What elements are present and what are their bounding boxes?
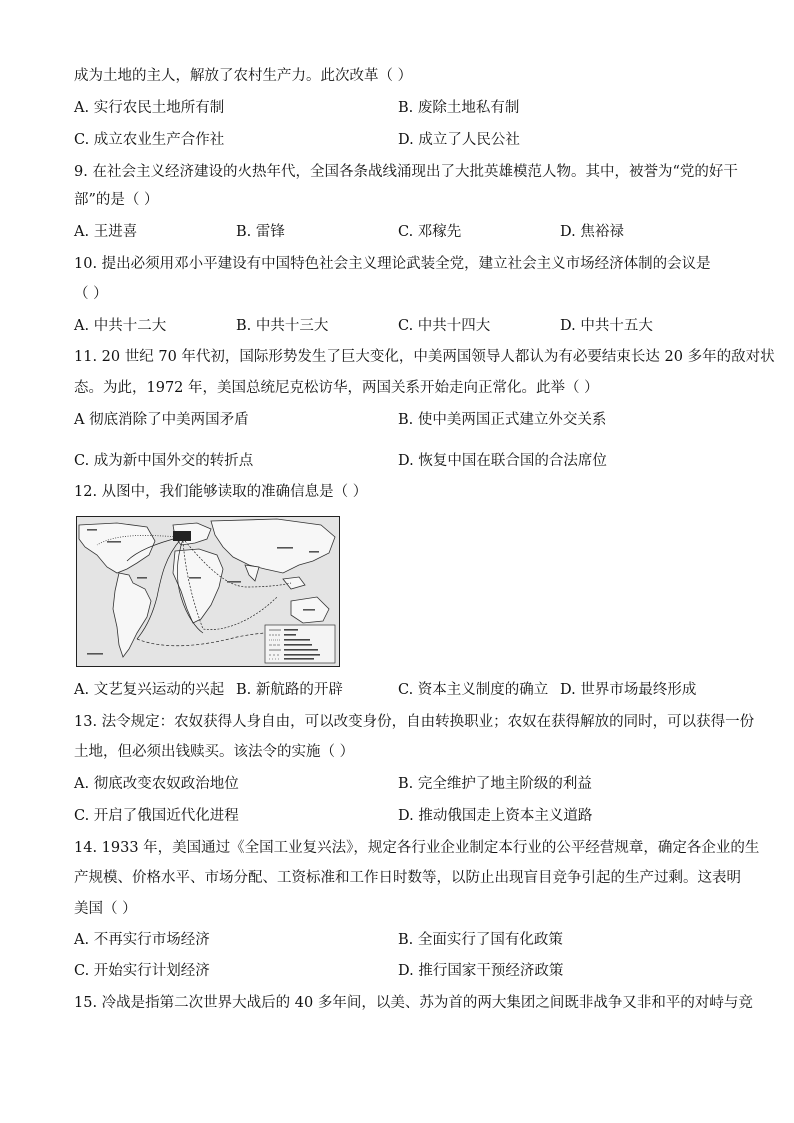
q10-stem-line1: 10. 提出必须用邓小平建设有中国特色社会主义理论武装全党，建立社会主义市场经济体制的会议是 bbox=[74, 256, 711, 272]
q11-option-c[interactable]: C. 成为新中国外交的转折点 bbox=[74, 453, 254, 469]
place-label-mark bbox=[107, 541, 121, 543]
place-label-mark bbox=[189, 577, 201, 579]
legend-text-mark bbox=[284, 658, 314, 660]
q15-stem-line1: 15. 冷战是指第二次世界大战后的 40 多年间，以美、苏为首的两大集团之间既非战争又非和平的对峙与竞 bbox=[74, 995, 753, 1011]
q13-option-b[interactable]: B. 完全维护了地主阶级的利益 bbox=[398, 776, 592, 792]
place-label-mark bbox=[309, 551, 319, 553]
q13-option-d[interactable]: D. 推动俄国走上资本主义道路 bbox=[398, 808, 593, 824]
place-label-mark bbox=[277, 547, 293, 549]
q14-option-d[interactable]: D. 推行国家干预经济政策 bbox=[398, 963, 564, 979]
q12-option-a[interactable]: A. 文艺复兴运动的兴起 bbox=[74, 682, 225, 698]
q10-stem-line2: （ ） bbox=[74, 286, 108, 302]
q8-continuation: 成为土地的主人，解放了农村生产力。此次改革（ ） bbox=[74, 68, 413, 84]
q10-option-a[interactable]: A. 中共十二大 bbox=[74, 318, 167, 334]
q12-option-b[interactable]: B. 新航路的开辟 bbox=[236, 682, 343, 698]
q12-stem: 12. 从图中，我们能够读取的准确信息是（ ） bbox=[74, 484, 368, 500]
legend-text-mark bbox=[284, 639, 310, 641]
q14-stem-line3: 美国（ ） bbox=[74, 901, 137, 917]
place-label-mark bbox=[137, 577, 147, 579]
q12-option-d[interactable]: D. 世界市场最终形成 bbox=[560, 682, 697, 698]
q14-option-c[interactable]: C. 开始实行计划经济 bbox=[74, 963, 210, 979]
q11-option-b[interactable]: B. 使中美两国正式建立外交关系 bbox=[398, 412, 607, 428]
q11-stem-line1: 11. 20 世纪 70 年代初，国际形势发生了巨大变化，中美两国领导人都认为有必要结束长达 20 多年的敌对状 bbox=[74, 349, 775, 365]
place-label-mark bbox=[227, 581, 241, 583]
q14-stem-line2: 产规模、价格水平、市场分配、工资标准和工作日时数等，以防止出现盲目竞争引起的生产过剩。这表明 bbox=[74, 870, 741, 886]
q11-stem-line2: 态。为此，1972 年，美国总统尼克松访华，两国关系开始走向正常化。此举（ ） bbox=[74, 380, 599, 396]
q13-stem-line1: 13. 法令规定：农奴获得人身自由，可以改变身份，自由转换职业；农奴在获得解放的同时，可以获得一份 bbox=[74, 714, 755, 730]
legend-text-mark bbox=[284, 649, 318, 651]
q8-option-c[interactable]: C. 成立农业生产合作社 bbox=[74, 132, 225, 148]
q10-option-d[interactable]: D. 中共十五大 bbox=[560, 318, 653, 334]
q10-option-b[interactable]: B. 中共十三大 bbox=[236, 318, 329, 334]
legend-text-mark bbox=[284, 634, 296, 636]
q9-stem-line1: 9. 在社会主义经济建设的火热年代，全国各条战线涌现出了大批英雄模范人物。其中，被誉为“党的好干 bbox=[74, 164, 738, 180]
map-highlight-region bbox=[173, 531, 191, 541]
place-label-mark bbox=[87, 529, 97, 531]
q9-stem-line2: 部”的是（ ） bbox=[74, 192, 159, 208]
q13-option-a[interactable]: A. 彻底改变农奴政治地位 bbox=[74, 776, 239, 792]
q9-option-c[interactable]: C. 邓稼先 bbox=[398, 224, 462, 240]
place-label-mark bbox=[87, 653, 103, 655]
place-label-mark bbox=[303, 609, 315, 611]
legend-text-mark bbox=[284, 644, 312, 646]
q10-option-c[interactable]: C. 中共十四大 bbox=[398, 318, 491, 334]
q9-option-d[interactable]: D. 焦裕禄 bbox=[560, 224, 624, 240]
q14-option-b[interactable]: B. 全面实行了国有化政策 bbox=[398, 932, 563, 948]
q12-option-c[interactable]: C. 资本主义制度的确立 bbox=[398, 682, 549, 698]
q11-option-a[interactable]: A 彻底消除了中美两国矛盾 bbox=[74, 412, 249, 428]
q8-option-d[interactable]: D. 成立了人民公社 bbox=[398, 132, 520, 148]
q8-option-b[interactable]: B. 废除土地私有制 bbox=[398, 100, 520, 116]
q9-option-a[interactable]: A. 王进喜 bbox=[74, 224, 138, 240]
world-map-figure bbox=[77, 517, 339, 666]
q8-option-a[interactable]: A. 实行农民土地所有制 bbox=[74, 100, 225, 116]
q13-stem-line2: 土地，但必须出钱赎买。该法令的实施（ ） bbox=[74, 744, 355, 760]
new-sea-routes-map bbox=[76, 516, 340, 667]
legend-text-mark bbox=[284, 629, 298, 631]
q9-option-b[interactable]: B. 雷锋 bbox=[236, 224, 285, 240]
q14-option-a[interactable]: A. 不再实行市场经济 bbox=[74, 932, 210, 948]
q14-stem-line1: 14. 1933 年，美国通过《全国工业复兴法》，规定各行业企业制定本行业的公平经营规章，确定各企业的生 bbox=[74, 840, 760, 856]
q13-option-c[interactable]: C. 开启了俄国近代化进程 bbox=[74, 808, 239, 824]
legend-text-mark bbox=[284, 654, 320, 656]
q11-option-d[interactable]: D. 恢复中国在联合国的合法席位 bbox=[398, 453, 607, 469]
